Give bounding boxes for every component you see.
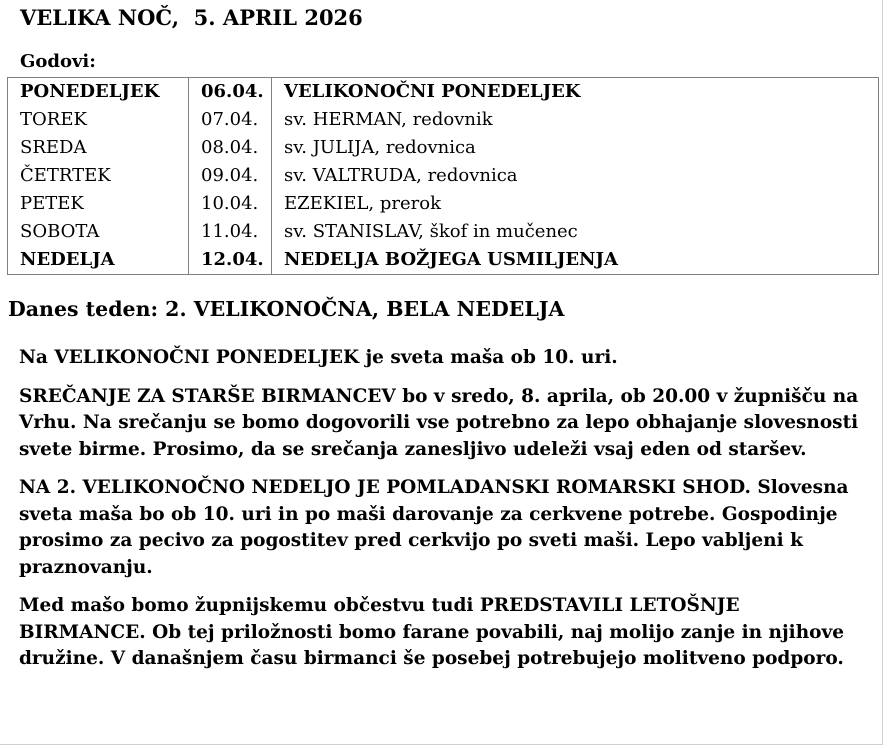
- week-heading: Danes teden: 2. VELIKONOČNA, BELA NEDELJA: [8, 297, 565, 321]
- feast-name-cell: sv. JULIJA, redovnica: [272, 134, 879, 162]
- notices-section: [19, 345, 869, 685]
- table-row: [8, 190, 879, 218]
- table-row: [8, 106, 879, 134]
- page-title: VELIKA NOČ, 5. APRIL 2026: [20, 5, 363, 30]
- day-cell: ČETRTEK: [20, 165, 111, 186]
- feast-name-cell: VELIKONOČNI PONEDELJEK: [272, 78, 879, 107]
- godovi-heading: Godovi:: [20, 51, 96, 72]
- feast-name-cell: sv. HERMAN, redovnik: [272, 106, 879, 134]
- day-cell: PETEK: [20, 193, 84, 214]
- feast-name-cell: EZEKIEL, prerok: [272, 190, 879, 218]
- notice-paragraph: Med mašo bomo župnijskemu občestvu tudi PREDSTAVILI LETOŠNJE BIRMANCE. Ob tej priložnosti bomo farane povabili, naj molijo zanje in njihove družine. V današnjem času birmanci še posebej potrebujejo molitveno podporo.: [19, 595, 845, 669]
- date-cell: 09.04.: [189, 162, 272, 190]
- godovi-table: [7, 77, 879, 275]
- day-cell: NEDELJA: [20, 249, 115, 270]
- notice-paragraph: Na VELIKONOČNI PONEDELJEK je sveta maša ob 10. uri.: [19, 347, 618, 368]
- date-cell: 08.04.: [189, 134, 272, 162]
- date-cell: 10.04.: [189, 190, 272, 218]
- notice-paragraph: SREČANJE ZA STARŠE BIRMANCEV bo v sredo, 8. aprila, ob 20.00 v župnišču na Vrhu. Na srečanju se bomo dogovorili vse potrebno za lepo obhajanje slovesnosti svete birme. Prosimo, da se srečanja zanesljivo udeleži vsaj eden od staršev.: [19, 385, 859, 460]
- feast-name-cell: NEDELJA BOŽJEGA USMILJENJA: [272, 246, 879, 275]
- date-cell: 07.04.: [189, 106, 272, 134]
- feast-name-cell: sv. VALTRUDA, redovnica: [272, 162, 879, 190]
- day-cell: SREDA: [20, 137, 87, 158]
- table-row: [8, 246, 879, 275]
- day-cell: SOBOTA: [20, 221, 100, 242]
- table-row: [8, 162, 879, 190]
- table-row: [8, 134, 879, 162]
- table-row: [8, 218, 879, 246]
- date-cell: 11.04.: [189, 218, 272, 246]
- day-cell: TOREK: [20, 109, 87, 130]
- notice-paragraph: NA 2. VELIKONOČNO NEDELJO JE POMLADANSKI ROMARSKI SHOD. Slovesna sveta maša bo ob 10. uri in po maši darovanje za cerkvene potrebe. Gospodinje prosimo za pecivo za pogostitev pred cerkvijo po sveti maši. Lepo vabljeni k praznovanju.: [19, 477, 849, 578]
- day-cell: PONEDELJEK: [20, 81, 160, 102]
- feast-name-cell: sv. STANISLAV, škof in mučenec: [272, 218, 879, 246]
- date-cell: 12.04.: [189, 246, 272, 275]
- table-row: [8, 78, 879, 107]
- date-cell: 06.04.: [189, 78, 272, 107]
